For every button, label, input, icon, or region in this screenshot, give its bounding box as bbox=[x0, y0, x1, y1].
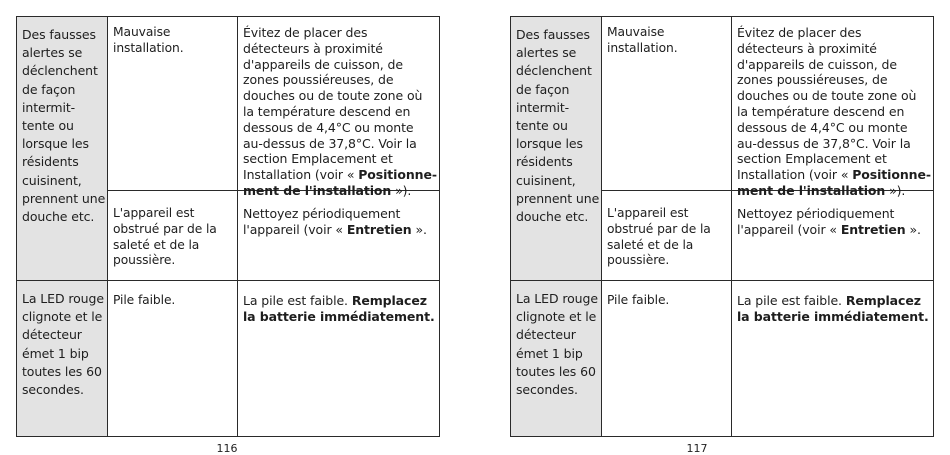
solution-bold-link: Entretien bbox=[346, 221, 412, 237]
problem-cell-false-alarm: Des fausses alertes se déclenchent de façon intermit- tente ou lorsque les résidents cuisinent, prennent une douche etc. bbox=[17, 17, 108, 281]
page-right bbox=[475, 0, 950, 455]
solution-bold-instruction: Remplacez la batterie immédiatement. bbox=[243, 293, 435, 324]
page-number: 116 bbox=[216, 442, 238, 455]
solution-text: Nettoyez périodiquement l'appareil (voir « bbox=[243, 206, 401, 237]
solution-text-end: »). bbox=[391, 182, 412, 198]
solution-cell-low-battery bbox=[732, 281, 933, 436]
solution-cell-installation bbox=[238, 17, 439, 198]
problem-cell-low-battery: La LED rouge clignote et le détecteur émet 1 bip toutes les 60 secondes. bbox=[17, 281, 108, 436]
problem-cell-low-battery: La LED rouge clignote et le détecteur émet 1 bip toutes les 60 secondes. bbox=[511, 281, 602, 436]
solution-text-end: »). bbox=[885, 182, 906, 198]
solution-bold-link: Positionne- ment de l'installation bbox=[737, 167, 931, 198]
solution-text: La pile est faible. bbox=[243, 293, 352, 308]
problem-cell-false-alarm: Des fausses alertes se déclenchent de façon intermit- tente ou lorsque les résidents cuisinent, prennent une douche etc. bbox=[511, 17, 602, 281]
solution-text: Évitez de placer des détecteurs à proximité d'appareils de cuisson, de zones poussiéreuses, de douches ou de toute zone où la température descend en dessous de 4,4°C ou monte au-dessus de 37,8°C. Voir la section Emplacement et Installation (voir « bbox=[243, 25, 423, 183]
cause-cell-installation: Mauvaise installation. bbox=[108, 17, 238, 191]
page-number: 117 bbox=[686, 442, 708, 455]
cause-cell-installation: Mauvaise installation. bbox=[602, 17, 732, 191]
solution-text: Évitez de placer des détecteurs à proximité d'appareils de cuisson, de zones poussiéreuses, de douches ou de toute zone où la température descend en dessous de 4,4°C ou monte au-dessus de 37,8°C. Voir la section Emplacement et Installation (voir « bbox=[737, 25, 917, 183]
solution-bold-link: Entretien bbox=[840, 221, 906, 237]
solution-cell-dust bbox=[238, 191, 439, 281]
cause-cell-low-battery: Pile faible. bbox=[602, 281, 732, 436]
solution-text: La pile est faible. bbox=[737, 293, 846, 308]
solution-text: Nettoyez périodiquement l'appareil (voir « bbox=[737, 206, 895, 237]
troubleshooting-table bbox=[510, 16, 934, 437]
solution-cell-low-battery bbox=[238, 281, 439, 436]
solution-bold-link: Positionne- ment de l'installation bbox=[243, 167, 437, 198]
solution-cell-dust bbox=[732, 191, 933, 281]
solution-text-end: ». bbox=[905, 221, 921, 237]
troubleshooting-table bbox=[16, 16, 440, 437]
solution-bold-instruction: Remplacez la batterie immédiatement. bbox=[737, 293, 929, 324]
cause-cell-low-battery: Pile faible. bbox=[108, 281, 238, 436]
solution-text-end: ». bbox=[411, 221, 427, 237]
cause-cell-dust: L'appareil est obstrué par de la saleté et de la poussière. bbox=[108, 191, 238, 281]
solution-cell-installation bbox=[732, 17, 933, 198]
cause-cell-dust: L'appareil est obstrué par de la saleté et de la poussière. bbox=[602, 191, 732, 281]
